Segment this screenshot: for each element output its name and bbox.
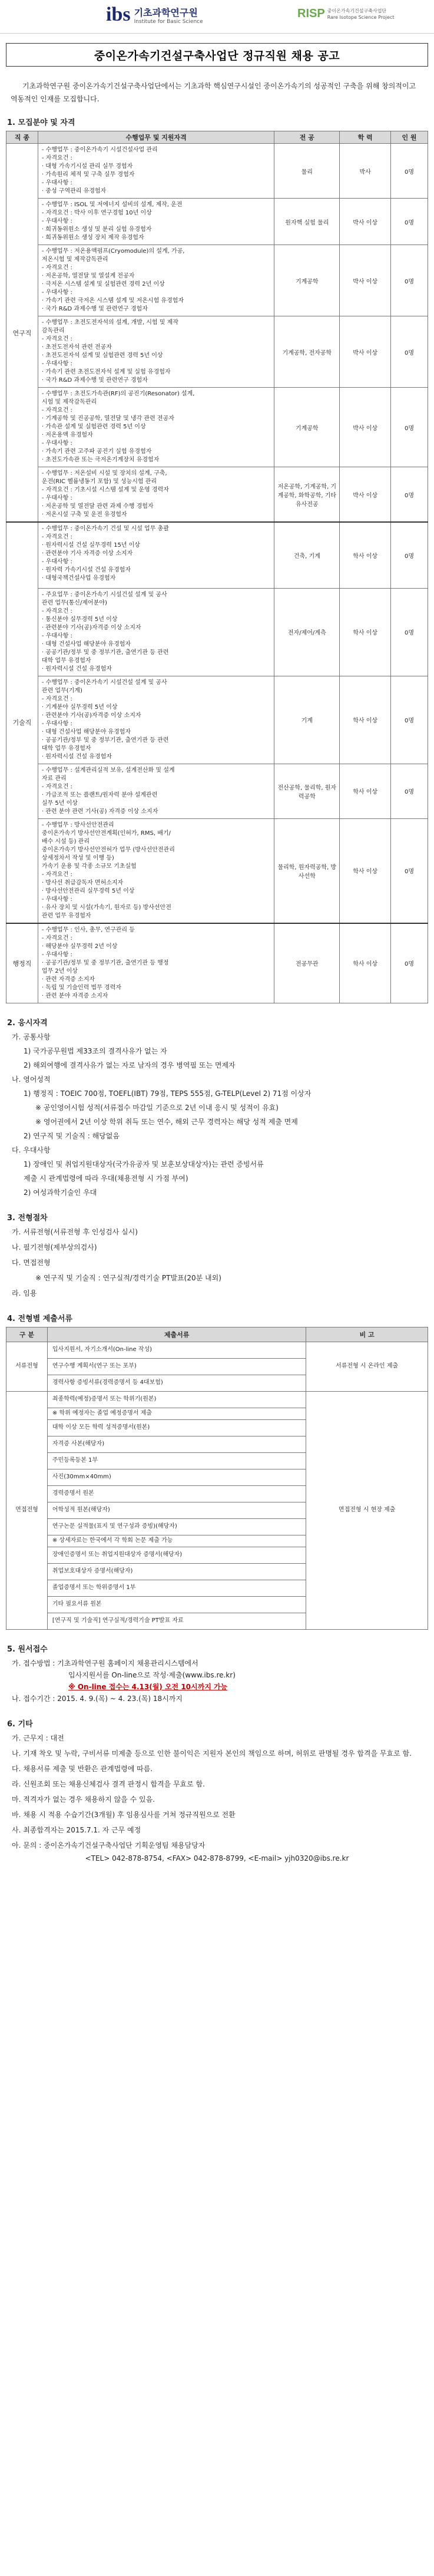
duty-line: - 자격요건 : [41, 407, 72, 414]
risp-logo-korean: 중이온가속기건설구축사업단 [327, 8, 387, 14]
document-item: 입사지원서, 자기소개서(On-line 작성) [47, 1342, 306, 1358]
duty-line: · 대형 건설사업 해당분야 유경험자 [41, 728, 131, 735]
recruitment-row [6, 588, 428, 676]
degree-cell: 학사 이상 [340, 522, 391, 588]
duty-cell [38, 467, 274, 523]
eligibility-line: 1) 국가공무원법 제33조의 결격사유가 없는 자 [24, 1046, 167, 1055]
col-header-duty: 수행업무 및 지원자격 [38, 131, 274, 144]
duty-line: · 원자력시설 건설 유경험자 [41, 753, 112, 760]
document-item: ※ 상세자료는 한국에서 각 학회 논문 제출 가능 [47, 1535, 306, 1547]
eligibility-line: 2) 해외여행에 결격사유가 없는 자로 남자의 경우 병역필 또는 면제자 [24, 1061, 236, 1069]
duty-line: 업무 2년 이상 [41, 967, 78, 975]
duty-line: · 원자력시설 건설 유경험자 [41, 665, 112, 672]
title-box [6, 43, 428, 67]
duty-line: 운전(RIC 헬륨냉동기 포함) 및 성능시험 관리 [41, 478, 157, 485]
recruitment-row [6, 245, 428, 316]
duty-line: - 우대사항 : [41, 720, 72, 727]
duty-line: - 수행업무 : 중이온가속기 건설 및 시설 업무 총괄 [41, 526, 169, 532]
major-cell: 전자/제어/계측 [274, 588, 340, 676]
document-item: 장애인증명서 또는 취업지원대상자 증명서(해당자) [47, 1547, 306, 1563]
degree-cell: 박사 이상 [340, 199, 391, 245]
count-cell: 0명 [391, 388, 428, 467]
duty-line: · 해당분야 실무경력 2년 이상 [41, 943, 118, 950]
duty-line: - 자격요건 : [41, 336, 72, 342]
duty-line: · 통신분야 실무경력 5년 이상 [41, 616, 118, 623]
major-cell: 저온공학, 기계공학, 기계공학, 화학공학, 기타 유사전공 [274, 467, 340, 523]
process-line: 가. 서류전형(서류전형 후 인성검사 실시) [12, 1227, 138, 1236]
section-5-title: 5. 원서접수 [7, 1644, 48, 1654]
duty-line: · 대형국책건설사업 유경험자 [41, 575, 116, 582]
intro-paragraph: 기초과학연구원 중이온가속기건설구축사업단에서는 기초과학 핵심연구시설인 중이온가속기의 성공적인 구축을 위해 창의적이고 역동적인 인재를 모집합니다. [11, 82, 416, 103]
duty-line: · 가속기 관련 극저온 시스템 설계 및 저온시험 유경험자 [41, 298, 184, 304]
other-line: 라. 신원조회 또는 채용신체검사 결격 판정시 합격을 무효로 함. [12, 1779, 205, 1788]
duty-line: - 수행업무 : 중이온가속기 시설건설 설계 및 공사 [41, 679, 167, 686]
section-2-body [12, 1031, 434, 1198]
doc-col-note: 비 고 [306, 1327, 428, 1342]
duty-line: · 관련 자격증 소지자 [41, 976, 95, 983]
risp-logo[interactable] [297, 7, 394, 21]
document-item: 주민등록등본 1부 [47, 1452, 306, 1469]
duty-line: - 수행업무 : 방사선안전관리 [41, 821, 114, 828]
risp-logo-mark: RISP [297, 7, 325, 20]
duty-line: · 대형 건설사업 해당분야 유경험자 [41, 640, 131, 648]
recruitment-row [6, 467, 428, 523]
count-cell: 0명 [391, 245, 428, 316]
count-cell: 0명 [391, 467, 428, 523]
duty-line: · 대형 가속기시설 관리 실무 경험자 [41, 163, 133, 170]
major-cell: 건축, 기계 [274, 522, 340, 588]
duty-line: 관련 업무 유경험자 [41, 912, 91, 919]
duty-line: - 우대사항 : [41, 361, 72, 367]
recruitment-row [6, 388, 428, 467]
eligibility-line: ※ 영어권에서 2년 이상 학위 취득 또는 연수, 해외 근무 경력자는 해당 성적 제출 면제 [35, 1117, 298, 1126]
degree-cell: 박사 이상 [340, 467, 391, 523]
duty-line: · 기계공학 및 진공공학, 열전달 및 냉각 관련 전공자 [41, 415, 174, 422]
document-item: 기타 필요서류 원본 [47, 1596, 306, 1613]
duty-line: · 관련분야 기사(공)자격증 이상 소지자 [41, 624, 141, 631]
recruitment-table [6, 131, 428, 1003]
duty-line: · 초전도전자석 관련 전공자 [41, 344, 112, 351]
other-line: 아. 문의 : 중이온가속기건설구축사업단 기획운영팀 채용담당자 [12, 1841, 206, 1850]
duty-line: - 자격요건 : [41, 534, 72, 540]
section-4-title: 4. 전형별 제출서류 [7, 1314, 72, 1323]
category-cell: 행정직 [6, 923, 38, 1003]
degree-cell: 학사 이상 [340, 923, 391, 1003]
other-line: 다. 채용서류 제출 및 반환은 관계법령에 따름. [12, 1764, 153, 1773]
duty-line: · 방사선안전관리 실무경력 5년 이상 [41, 887, 135, 894]
duty-line: · 희귀동위원소 생성 장치 제작 유경험자 [41, 235, 144, 241]
section-2-title: 2. 응시자격 [7, 1018, 48, 1028]
duty-line: - 자격요건 : [41, 871, 72, 878]
document-item: 사진(30mm×40mm) [47, 1469, 306, 1485]
process-line: ※ 연구직 및 기술직 : 연구실적/경력기술 PT발표(20분 내외) [35, 1273, 221, 1282]
duty-line: · 저온공학 및 열전달 관련 과제 수행 경험자 [41, 503, 154, 510]
duty-line: - 수행업무 : 설계관리실적 보유, 설계전산화 및 설계 [41, 767, 175, 774]
duty-line: · 가급조적 또는 플랜트/원자력 분야 설계관련 [41, 791, 158, 798]
section-3-title: 3. 전형절차 [7, 1213, 48, 1223]
eligibility-line: 제출 시 관계법령에 따라 우대(채용전형 시 가점 부여) [24, 1174, 188, 1183]
duty-line: · 저온시설 구축 및 운전 유경험자 [41, 511, 127, 518]
duty-line: 저온시험 및 제작감독관리 [41, 256, 108, 263]
section-6-body [12, 1732, 425, 1851]
category-cell: 기술직 [6, 522, 38, 923]
duty-line: · 관련 분야 관련 기사(공) 자격증 이상 소지자 [41, 808, 158, 815]
duty-line: - 우대사항 : [41, 495, 72, 501]
duty-line: · 초전도가속관 또는 극저온기계장치 유경험자 [41, 457, 160, 463]
eligibility-line: 다. 우대사항 [12, 1145, 51, 1154]
degree-cell: 박사 이상 [340, 316, 391, 388]
count-cell: 0명 [391, 818, 428, 923]
degree-cell: 학사 이상 [340, 818, 391, 923]
contact-info: <TEL> 042-878-8754, <FAX> 042-878-8799, <E-mail> yjh0320@ibs.re.kr [85, 1854, 349, 1862]
duty-line: - 수행업무 : ISOL 및 저에너지 설비의 설계, 제작, 운전 [41, 202, 183, 208]
duty-line: 배수 시설 등) 관리 [41, 838, 90, 845]
ibs-logo[interactable] [106, 5, 203, 25]
duty-line: - 수행업무 : 중이온가속기 시설건설사업 관리 [41, 147, 158, 153]
apply-period: 나. 접수기간 : 2015. 4. 9.(목) ~ 4. 23.(목) 18시까지 [12, 1694, 183, 1703]
duty-cell [38, 522, 274, 588]
duty-line: 실무 5년 이상 [41, 800, 78, 807]
ibs-logo-english: Institute for Basic Science [134, 18, 203, 25]
duty-line: - 우대사항 : [41, 440, 72, 447]
note-interview: 면접전형 시 현장 제출 [306, 1391, 428, 1629]
major-cell: 물리학, 원자력공학, 방사선학 [274, 818, 340, 923]
major-cell: 기계공학 [274, 245, 340, 316]
duty-line: - 수행업무 : 저온설비 시설 및 장치의 설계, 구축, [41, 470, 167, 477]
duty-line: · 저온공학, 열전달 및 열설계 전공자 [41, 273, 135, 279]
process-line: 라. 임용 [12, 1289, 37, 1297]
duty-line: · 독립 및 기술인력 법무 경력자 [41, 984, 121, 991]
recruitment-row [6, 764, 428, 818]
duty-line: - 자격요건 : [41, 155, 72, 161]
section-3-body [12, 1226, 434, 1299]
duty-line: - 자격요건 : [41, 607, 72, 615]
document-row [6, 1342, 428, 1358]
doc-col-documents: 제출서류 [47, 1327, 306, 1342]
document-item: 최종학력(예정)증명서 또는 학위기(원본) [47, 1391, 306, 1408]
duty-cell [38, 199, 274, 245]
duty-line: · 공공기관/정부 및 중 정부기관, 출연기관 등 관련 [41, 737, 169, 744]
duty-cell [38, 588, 274, 676]
category-cell: 연구직 [6, 144, 38, 523]
duty-line: 감독관리 [41, 328, 65, 334]
eligibility-line: 나. 영어성적 [12, 1075, 51, 1084]
duty-cell [38, 764, 274, 818]
duty-line: 중이온가속기 방사선안전계획(인허가, RMS, 배기/ [41, 830, 171, 837]
major-cell: 물리 [274, 144, 340, 199]
duty-line: · 저온용액 유경험자 [41, 432, 93, 438]
col-header-major: 전 공 [274, 131, 340, 144]
duty-cell [38, 245, 274, 316]
document-item: 어학성적 원본(해당자) [47, 1502, 306, 1518]
eligibility-line: 2) 여성과학기술인 우대 [24, 1188, 97, 1197]
major-cell: 기계공학, 전자공학 [274, 316, 340, 388]
duty-line: 시험 및 제작감독관리 [41, 399, 97, 405]
count-cell: 0명 [391, 923, 428, 1003]
col-header-category: 직 종 [6, 131, 38, 144]
eligibility-line: 가. 공통사항 [12, 1032, 51, 1041]
duty-line: · 가속관 설계 및 실험관련 경력 5년 이상 [41, 424, 146, 430]
section-1-title: 1. 모집분야 및 자격 [7, 118, 75, 127]
duty-line: · 원자력 가속기시설 건설 유경험자 [41, 567, 131, 573]
recruitment-row [6, 676, 428, 764]
degree-cell: 학사 이상 [340, 588, 391, 676]
duty-line: - 자격요건 : [41, 695, 72, 702]
duty-line: - 우대사항 : [41, 951, 72, 958]
duty-line: - 우대사항 : [41, 289, 72, 296]
duty-cell [38, 676, 274, 764]
duty-line: 대학 업무 유경험자 [41, 745, 91, 752]
other-line: 바. 채용 시 적용 수습기간(3개월) 후 임용심사를 거쳐 정규직원으로 전환 [12, 1810, 236, 1819]
stage-document-screening: 서류전형 [6, 1342, 48, 1391]
duty-line: · 관련 분야 자격증 소지자 [41, 992, 108, 999]
count-cell: 0명 [391, 144, 428, 199]
major-cell: 원자핵 실험 물리 [274, 199, 340, 245]
recruitment-row [6, 316, 428, 388]
risp-logo-english: Rare Isotope Science Project [327, 14, 395, 20]
duty-line: · 관련분야 기사(공)자격증 이상 소지자 [41, 712, 141, 719]
major-cell: 전산공학, 물리학, 원자력공학 [274, 764, 340, 818]
recruitment-table-header [6, 131, 428, 144]
process-line: 다. 면접전형 [12, 1258, 51, 1267]
duty-line: - 수행업무 : 인사, 총무, 연구관리 등 [41, 926, 135, 933]
duty-line: - 우대사항 : [41, 218, 72, 224]
doc-col-stage: 구 분 [6, 1327, 48, 1342]
document-item: 경력사항 증빙서류(경력증명서 등 4대보험) [47, 1375, 306, 1391]
duty-line: - 수행업무 : 저온용액펌프(Cryomodule)의 설계, 가공, [41, 248, 185, 255]
document-item: 연구수행 계획서(연구 또는 포부) [47, 1358, 306, 1375]
count-cell: 0명 [391, 522, 428, 588]
document-item: ※ 학위 예정자는 졸업 예정증명서 제출 [47, 1408, 306, 1419]
duty-line: - 우대사항 : [41, 180, 72, 186]
duty-line: 관련 업무(통신/제어분야) [41, 599, 107, 606]
duty-line: - 자격요건 : [41, 934, 72, 942]
duty-line: · 공공기관/정부 및 중 정부기관, 출연기관 등 관련 [41, 649, 169, 656]
duty-line: - 수행업무 : 초전도가속관(RF)의 공진기(Resonator) 설계, [41, 391, 195, 397]
degree-cell: 학사 이상 [340, 764, 391, 818]
degree-cell: 박사 [340, 144, 391, 199]
duty-line: · 공공기관/정부 및 중 정부기관, 출연기관 등 행정 [41, 959, 169, 966]
duty-line: - 우대사항 : [41, 559, 72, 565]
duty-line: · 방사선 취급감독자 면허소지자 [41, 879, 124, 886]
degree-cell: 박사 이상 [340, 245, 391, 316]
duty-line: 상세정차서 작성 및 이행 등) [41, 854, 114, 861]
duty-line: · 관련분야 기사 자격증 이상 소지자 [41, 550, 133, 557]
apply-method: 가. 접수방법 : 기초과학연구원 홈페이지 채용관리시스템에서 [12, 1659, 198, 1667]
duty-cell [38, 316, 274, 388]
document-item: 자격증 사본(해당자) [47, 1436, 306, 1452]
apply-deadline-notice: ※ On-line 접수는 4.13(월) 오전 10시까지 가능 [68, 1682, 228, 1691]
duty-line: · 극저온 시스템 설계 및 실험관련 경력 2년 이상 [41, 281, 165, 288]
eligibility-line: 1) 행정직 : TOEIC 700점, TOEFL(IBT) 79점, TEPS 555점, G-TELP(Level 2) 71점 이상자 [24, 1089, 312, 1098]
document-item: 연구논문 실적물(표지 및 연구성과 증빙)(해당자) [47, 1518, 306, 1535]
recruitment-row [6, 818, 428, 923]
document-item: 취업보호대상자 증명서(해당자) [47, 1563, 306, 1580]
duty-line: · 가속원리 체적 및 구축 실무 경험자 [41, 171, 135, 178]
recruitment-row [6, 923, 428, 1003]
header [0, 0, 434, 34]
duty-line: · 초전도전자석 설계 및 실험관련 경력 5년 이상 [41, 352, 163, 359]
section-6-title: 6. 기타 [7, 1719, 33, 1729]
duty-line: · 원자력시설 건설 실무경력 15년 이상 [41, 542, 140, 549]
col-header-degree: 학 력 [340, 131, 391, 144]
duty-line: · 유사 장치 및 시설(가속기, 원자로 등) 방사선안전 [41, 904, 171, 911]
document-item: 경력증명서 원본 [47, 1485, 306, 1502]
duty-line: · 중성 구역관리 유경험자 [41, 188, 107, 194]
documents-table-header [6, 1327, 428, 1342]
count-cell: 0명 [391, 676, 428, 764]
duty-cell [38, 923, 274, 1003]
document-item: 졸업증명서 또는 학위증명서 1부 [47, 1580, 306, 1596]
recruitment-row [6, 144, 428, 199]
duty-cell [38, 818, 274, 923]
recruitment-row [6, 199, 428, 245]
documents-table [6, 1327, 428, 1630]
risp-logo-text [327, 8, 395, 21]
duty-line: 대학 업무 유경험자 [41, 657, 91, 664]
duty-line: · 국가 R&D 과제수행 및 관련연구 경험자 [41, 377, 148, 384]
duty-line: 자료 관리 [41, 775, 67, 782]
duty-line: · 희귀동위원소 생성 및 분리 실험 유경험자 [41, 226, 152, 233]
duty-line: - 주요업무 : 중이온가속기 시설건설 설계 및 공사 [41, 591, 167, 598]
other-line: 마. 적격자가 없는 경우 채용하지 않을 수 있음. [12, 1795, 155, 1804]
document-item: [연구직 및 기술직] 연구실적/경력기술 PT발표 자료 [47, 1613, 306, 1629]
major-cell: 기계 [274, 676, 340, 764]
ibs-logo-mark: ibs [106, 4, 131, 25]
document-row [6, 1391, 428, 1408]
apply-online[interactable]: 입사지원서를 On-line으로 작성·제출(www.ibs.re.kr) [68, 1670, 236, 1679]
other-line: 사. 최종합격자는 2015.7.1. 자 근무 예정 [12, 1825, 141, 1834]
section-5-body [12, 1657, 434, 1705]
duty-line: - 수행업무 : 초전도전자석의 설계, 개발, 시험 및 제작 [41, 319, 178, 326]
note-document-screening: 서류전형 시 온라인 제출 [306, 1342, 428, 1391]
duty-line: 가속기 운용 및 각종 소규모 기초실험 [41, 863, 137, 870]
document-item: 대학 이상 모든 학력 성적증명서(원본) [47, 1419, 306, 1436]
major-cell: 기계공학 [274, 388, 340, 467]
duty-line: · 가속기 관련 고주파 공진기 실험 유경험자 [41, 448, 152, 455]
count-cell: 0명 [391, 316, 428, 388]
duty-line: · 국가 R&D 과제수행 및 관련연구 경험자 [41, 306, 148, 312]
count-cell: 0명 [391, 199, 428, 245]
duty-cell [38, 144, 274, 199]
duty-line: - 자격요건 : 박사 이후 연구경험 10년 이상 [41, 210, 152, 216]
page-title: 중이온가속기건설구축사업단 정규직원 채용 공고 [94, 49, 340, 62]
duty-cell [38, 388, 274, 467]
recruitment-row [6, 522, 428, 588]
col-header-count: 인 원 [391, 131, 428, 144]
eligibility-line: ※ 공인영어시험 성적(서류접수 마감일 기준으로 2년 이내 응시 및 성적이 유효) [35, 1103, 279, 1112]
other-line: 가. 근무지 : 대전 [12, 1733, 64, 1742]
duty-line: - 우대사항 : [41, 896, 72, 903]
duty-line: - 자격요건 : [41, 783, 72, 790]
duty-line: - 우대사항 : [41, 632, 72, 639]
duty-line: - 자격요건 : 기초시설 시스템 설계 및 운영 경력자 [41, 487, 169, 493]
degree-cell: 학사 이상 [340, 676, 391, 764]
count-cell: 0명 [391, 588, 428, 676]
stage-interview: 면접전형 [6, 1391, 48, 1629]
duty-line: 관련 업무(기계) [41, 687, 82, 694]
duty-line: · 가속기 관련 초전도전자석 설계 및 실험 유경험자 [41, 369, 171, 375]
ibs-logo-korean: 기초과학연구원 [134, 6, 198, 18]
major-cell: 전공무관 [274, 923, 340, 1003]
count-cell: 0명 [391, 764, 428, 818]
ibs-logo-text [134, 5, 203, 25]
other-line: 나. 기재 착오 및 누락, 구비서류 미제출 등으로 인한 불이익은 지원자 본인의 책임으로 하며, 허위로 판명될 경우 합격을 무효로 함. [12, 1749, 412, 1758]
degree-cell: 박사 이상 [340, 388, 391, 467]
duty-line: · 기계분야 실무경력 5년 이상 [41, 704, 118, 711]
process-line: 나. 필기전형(제부상의검사) [12, 1243, 97, 1251]
eligibility-line: 1) 장애인 및 취업지원대상자(국가유공자 및 보훈보상대상자)는 관련 증빙서류 [24, 1160, 264, 1168]
duty-line: 중이온가속기 방사선안전허가 업무 (방사선안전관리 [41, 846, 175, 853]
duty-line: - 자격요건 : [41, 265, 72, 271]
eligibility-line: 2) 연구직 및 기술직 : 해당없음 [24, 1131, 120, 1140]
